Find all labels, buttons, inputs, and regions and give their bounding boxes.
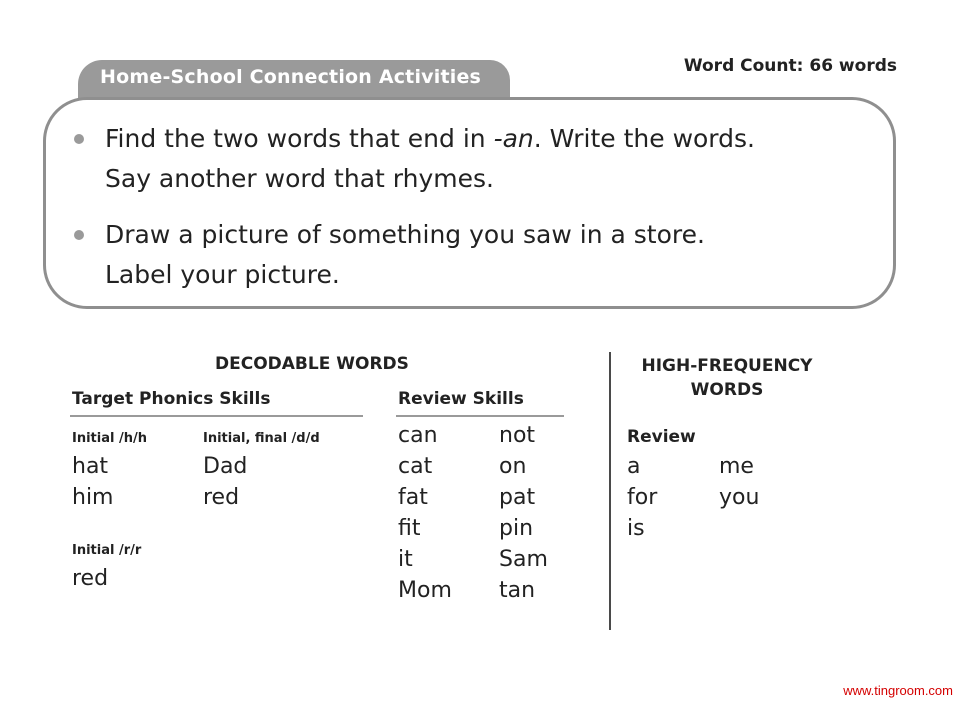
activity-item-1 (74, 119, 874, 199)
bullet-icon (74, 134, 84, 144)
word-item: it (398, 547, 413, 572)
activity-2-line2: Label your picture. (105, 260, 340, 289)
word-item: me (719, 454, 754, 479)
group-label-h: Initial /h/h (72, 431, 147, 446)
activity-2-line1: Draw a picture of something you saw in a store. (105, 220, 705, 249)
column-divider (609, 352, 611, 630)
word-item: Sam (499, 547, 548, 572)
word-item: a (627, 454, 641, 479)
word-item: pat (499, 485, 536, 510)
high-frequency-col-1 (627, 451, 657, 544)
section-title: Home-School Connection Activities (100, 66, 482, 88)
high-frequency-heading (634, 354, 820, 402)
word-item: tan (499, 578, 536, 603)
group-words-r (72, 563, 108, 594)
word-item: red (72, 566, 109, 591)
bullet-icon (74, 230, 84, 240)
activity-1-line1-emphasis: -an (493, 124, 534, 153)
high-frequency-heading-line1: HIGH-FREQUENCY (641, 356, 813, 376)
word-item: pin (499, 516, 534, 541)
word-item: fit (398, 516, 421, 541)
review-skills-col-1 (398, 420, 452, 606)
word-item: for (627, 485, 658, 510)
word-item: red (203, 485, 240, 510)
word-count: Word Count: 66 words (683, 56, 897, 76)
activity-item-2 (74, 215, 874, 295)
activity-1-line2: Say another word that rhymes. (105, 164, 494, 193)
target-phonics-rule (70, 415, 363, 417)
decodable-words-heading: DECODABLE WORDS (215, 354, 409, 374)
review-skills-heading: Review Skills (398, 389, 524, 409)
group-label-r: Initial /r/r (72, 543, 142, 558)
word-item: cat (398, 454, 433, 479)
activity-1-line1-before: Find the two words that end in (105, 124, 494, 153)
watermark-link[interactable]: www.tingroom.com (843, 683, 953, 698)
word-item: can (398, 423, 438, 448)
word-item: hat (72, 454, 109, 479)
word-item: on (499, 454, 527, 479)
high-frequency-col-2 (719, 451, 759, 513)
word-item: Mom (398, 578, 452, 603)
review-skills-col-2 (499, 420, 548, 606)
word-item: you (719, 485, 760, 510)
word-item: not (499, 423, 536, 448)
group-label-d: Initial, final /d/d (203, 431, 320, 446)
target-phonics-heading: Target Phonics Skills (72, 389, 271, 409)
high-frequency-review-label: Review (627, 427, 696, 447)
review-skills-rule (396, 415, 564, 417)
word-item: is (627, 516, 645, 541)
word-item: him (72, 485, 114, 510)
activity-1-line1-after: . Write the words. (533, 124, 755, 153)
high-frequency-heading-line2: WORDS (690, 380, 764, 400)
group-words-d (203, 451, 247, 513)
word-item: fat (398, 485, 428, 510)
word-item: Dad (203, 454, 248, 479)
group-words-h (72, 451, 114, 513)
